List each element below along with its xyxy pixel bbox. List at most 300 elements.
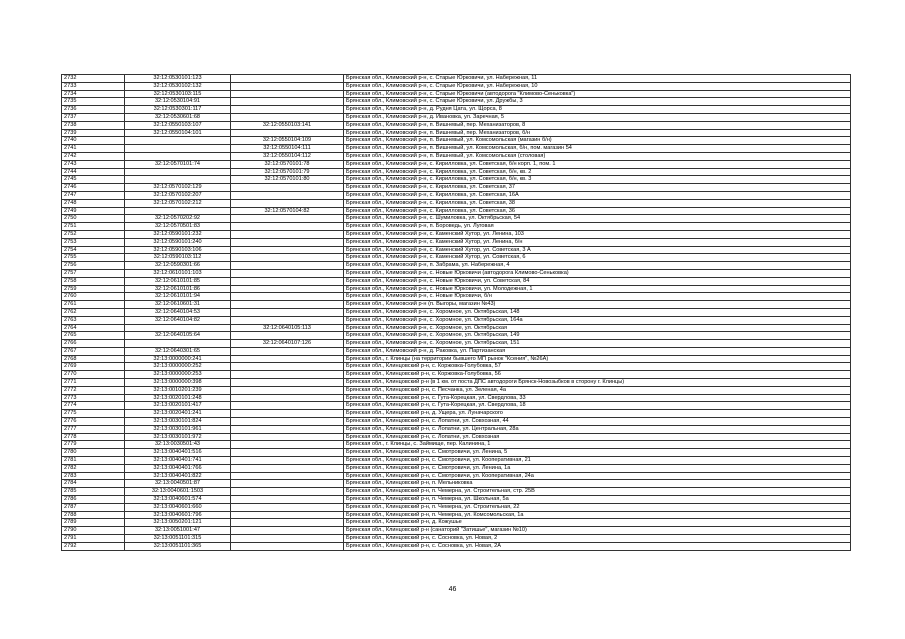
table-row xyxy=(62,75,851,83)
table-row xyxy=(62,254,851,262)
address-cell: Брянская обл., Клинцовский р-н, п. Чемерна, ул. Школьная, 5а xyxy=(344,496,851,504)
address-cell: Брянская обл., Климовский р-н, с. Кирилловка, ул. Советская, 38 xyxy=(344,199,851,207)
table-row xyxy=(62,433,851,441)
table-row xyxy=(62,418,851,426)
row-number-cell: 2761 xyxy=(62,301,125,309)
cadastral-number-cell: 32:12:0610601:31 xyxy=(125,301,231,309)
room-cadastral-number-cell xyxy=(231,519,344,527)
room-cadastral-number-cell xyxy=(231,441,344,449)
row-number-cell: 2734 xyxy=(62,90,125,98)
address-cell: Брянская обл., Клинцовский р-н, с. Лопатни, ул. Центральная, 28а xyxy=(344,425,851,433)
table-row xyxy=(62,449,851,457)
room-cadastral-number-cell: 32:12:0550104:112 xyxy=(231,152,344,160)
room-cadastral-number-cell xyxy=(231,191,344,199)
cadastral-number-cell: 32:12:0640105:64 xyxy=(125,332,231,340)
row-number-cell: 2741 xyxy=(62,145,125,153)
row-number-cell: 2755 xyxy=(62,254,125,262)
row-number-cell: 2780 xyxy=(62,449,125,457)
row-number-cell: 2784 xyxy=(62,480,125,488)
row-number-cell: 2785 xyxy=(62,488,125,496)
row-number-cell: 2786 xyxy=(62,496,125,504)
cadastral-number-cell: 32:12:0610101:94 xyxy=(125,293,231,301)
room-cadastral-number-cell xyxy=(231,418,344,426)
table-row xyxy=(62,90,851,98)
table-row xyxy=(62,238,851,246)
address-cell: Брянская обл., Климовский р-н, д. Рудня Цата, ул. Щорса, 8 xyxy=(344,106,851,114)
table-row xyxy=(62,82,851,90)
cadastral-number-cell: 32:13:0020101:248 xyxy=(125,394,231,402)
row-number-cell: 2763 xyxy=(62,316,125,324)
room-cadastral-number-cell xyxy=(231,457,344,465)
row-number-cell: 2760 xyxy=(62,293,125,301)
table-row xyxy=(62,480,851,488)
address-cell: Брянская обл., Климовский р-н (п. Выгоры, магазин №43) xyxy=(344,301,851,309)
table-row xyxy=(62,519,851,527)
room-cadastral-number-cell xyxy=(231,449,344,457)
cadastral-number-cell: 32:12:0570501:83 xyxy=(125,223,231,231)
row-number-cell: 2773 xyxy=(62,394,125,402)
table-row xyxy=(62,488,851,496)
table-row xyxy=(62,285,851,293)
table-row xyxy=(62,464,851,472)
cadastral-number-cell: 32:13:0040401:741 xyxy=(125,457,231,465)
row-number-cell: 2776 xyxy=(62,418,125,426)
cadastral-number-cell: 32:13:0040601:660 xyxy=(125,503,231,511)
table-row xyxy=(62,106,851,114)
room-cadastral-number-cell xyxy=(231,82,344,90)
cadastral-number-cell: 32:13:0040501:87 xyxy=(125,480,231,488)
room-cadastral-number-cell xyxy=(231,277,344,285)
room-cadastral-number-cell: 32:12:0550104:111 xyxy=(231,145,344,153)
row-number-cell: 2767 xyxy=(62,347,125,355)
cadastral-number-cell: 32:13:0020401:241 xyxy=(125,410,231,418)
cadastral-number-cell: 32:13:0051001:47 xyxy=(125,527,231,535)
table-row xyxy=(62,207,851,215)
table-row xyxy=(62,301,851,309)
address-cell: Брянская обл., Клинцовский р-н, с. Лопатни, ул. Совхозная, 44 xyxy=(344,418,851,426)
room-cadastral-number-cell: 32:12:0640105:113 xyxy=(231,324,344,332)
table-row xyxy=(62,379,851,387)
address-cell: Брянская обл., Климовский р-н, с. Новые Юрковичи, ул. Советская, 84 xyxy=(344,277,851,285)
table-row xyxy=(62,121,851,129)
cadastral-number-cell: 32:13:0040601:1503 xyxy=(125,488,231,496)
row-number-cell: 2788 xyxy=(62,511,125,519)
registry-table xyxy=(61,74,851,551)
row-number-cell: 2781 xyxy=(62,457,125,465)
row-number-cell: 2740 xyxy=(62,137,125,145)
room-cadastral-number-cell: 32:12:0570104:82 xyxy=(231,207,344,215)
cadastral-number-cell: 32:12:0640301:65 xyxy=(125,347,231,355)
table-row xyxy=(62,184,851,192)
address-cell: Брянская обл., Климовский р-н, с. Новые Юрковичи (автодорога Климово-Сеньковка) xyxy=(344,269,851,277)
address-cell: Брянская обл., Климовский р-н, д. Ивановка, ул. Заречная, 5 xyxy=(344,113,851,121)
address-cell: Брянская обл., Климовский р-н, с. Хоромное, ул. Октябрьская, 148 xyxy=(344,308,851,316)
room-cadastral-number-cell xyxy=(231,496,344,504)
address-cell: Брянская обл., Клинцовский р-н, с. Песчанка, ул. Зеленая, 4а xyxy=(344,386,851,394)
table-row xyxy=(62,363,851,371)
row-number-cell: 2792 xyxy=(62,542,125,550)
cadastral-number-cell: 32:13:0051101:365 xyxy=(125,542,231,550)
address-cell: Брянская обл., Климовский р-н, п. Вишневый, пер. Механизаторов, б/н xyxy=(344,129,851,137)
room-cadastral-number-cell xyxy=(231,113,344,121)
address-cell: Брянская обл., Климовский р-н, с. Старые Юрковичи, ул. Набережная, 10 xyxy=(344,82,851,90)
table-row xyxy=(62,269,851,277)
room-cadastral-number-cell xyxy=(231,332,344,340)
room-cadastral-number-cell xyxy=(231,301,344,309)
cadastral-number-cell: 32:13:0010201:239 xyxy=(125,386,231,394)
address-cell: Брянская обл., Климовский р-н, с. Старые Юрковичи, ул. Дружбы, 3 xyxy=(344,98,851,106)
cadastral-number-cell: 32:12:0570101:74 xyxy=(125,160,231,168)
room-cadastral-number-cell xyxy=(231,472,344,480)
row-number-cell: 2782 xyxy=(62,464,125,472)
cadastral-number-cell: 32:13:0030101:972 xyxy=(125,433,231,441)
cadastral-number-cell: 32:13:0030501:43 xyxy=(125,441,231,449)
room-cadastral-number-cell xyxy=(231,527,344,535)
row-number-cell: 2735 xyxy=(62,98,125,106)
row-number-cell: 2768 xyxy=(62,355,125,363)
row-number-cell: 2765 xyxy=(62,332,125,340)
cadastral-number-cell: 32:13:0030101:961 xyxy=(125,425,231,433)
cadastral-number-cell: 32:13:0000000:253 xyxy=(125,371,231,379)
row-number-cell: 2742 xyxy=(62,152,125,160)
room-cadastral-number-cell xyxy=(231,433,344,441)
cadastral-number-cell xyxy=(125,207,231,215)
room-cadastral-number-cell xyxy=(231,402,344,410)
address-cell: Брянская обл., Климовский р-н, с. Старые Юрковичи (автодорога "Климово-Сеньковка") xyxy=(344,90,851,98)
cadastral-number-cell: 32:12:0570102:129 xyxy=(125,184,231,192)
address-cell: Брянская обл., Климовский р-н, п. Вишневый, ул. Комсомольская, б/н, пом. магазин 54 xyxy=(344,145,851,153)
room-cadastral-number-cell xyxy=(231,511,344,519)
row-number-cell: 2762 xyxy=(62,308,125,316)
cadastral-number-cell: 32:12:0610101:103 xyxy=(125,269,231,277)
cadastral-number-cell: 32:12:0610101:85 xyxy=(125,277,231,285)
row-number-cell: 2739 xyxy=(62,129,125,137)
row-number-cell: 2751 xyxy=(62,223,125,231)
address-cell: Брянская обл., Климовский р-н, с. Каменский Хутор, ул. Ленина, 103 xyxy=(344,230,851,238)
room-cadastral-number-cell xyxy=(231,184,344,192)
room-cadastral-number-cell: 32:12:0640107:126 xyxy=(231,340,344,348)
table-row xyxy=(62,277,851,285)
cadastral-number-cell: 32:12:0530102:132 xyxy=(125,82,231,90)
room-cadastral-number-cell xyxy=(231,129,344,137)
address-cell: Брянская обл., Климовский р-н, п. Вишневый, пер. Механизаторов, 8 xyxy=(344,121,851,129)
table-row xyxy=(62,129,851,137)
address-cell: Брянская обл., Климовский р-н, с. Кирилловка, ул. Советская, б/н, кв. 2 xyxy=(344,168,851,176)
room-cadastral-number-cell xyxy=(231,293,344,301)
row-number-cell: 2764 xyxy=(62,324,125,332)
cadastral-number-cell: 32:13:0000000:398 xyxy=(125,379,231,387)
table-row xyxy=(62,324,851,332)
room-cadastral-number-cell: 32:12:0570101:79 xyxy=(231,168,344,176)
row-number-cell: 2753 xyxy=(62,238,125,246)
cadastral-number-cell: 32:13:0051101:315 xyxy=(125,535,231,543)
cadastral-number-cell: 32:13:0020101:417 xyxy=(125,402,231,410)
table-row xyxy=(62,215,851,223)
table-row xyxy=(62,332,851,340)
address-cell: Брянская обл., Клинцовский р-н (в 1 км. от поста ДПС автодороги Брянск-Новозыбков в сторону г. Клинцы) xyxy=(344,379,851,387)
address-cell: Брянская обл., Климовский р-н, с. Хоромное, ул. Октябрьская, 151 xyxy=(344,340,851,348)
address-cell: Брянская обл., Климовский р-н, с. Старые Юрковичи, ул. Набережная, 11 xyxy=(344,75,851,83)
address-cell: Брянская обл., Климовский р-н, с. Кирилловка, ул. Советская, б/н, кв. 3 xyxy=(344,176,851,184)
room-cadastral-number-cell xyxy=(231,316,344,324)
row-number-cell: 2790 xyxy=(62,527,125,535)
table-row xyxy=(62,457,851,465)
room-cadastral-number-cell xyxy=(231,223,344,231)
row-number-cell: 2754 xyxy=(62,246,125,254)
address-cell: Брянская обл., Климовский р-н, с. Каменский Хутор, ул. Советская, 6 xyxy=(344,254,851,262)
cadastral-number-cell: 32:13:0040401:822 xyxy=(125,472,231,480)
room-cadastral-number-cell xyxy=(231,262,344,270)
cadastral-number-cell: 32:12:0590101:240 xyxy=(125,238,231,246)
row-number-cell: 2759 xyxy=(62,285,125,293)
address-cell: Брянская обл., Климовский р-н, с. Хоромное, ул. Октябрьская, 164а xyxy=(344,316,851,324)
cadastral-number-cell xyxy=(125,324,231,332)
address-cell: Брянская обл., Климовский р-н, с. Каменский Хутор, ул. Ленина, б/н xyxy=(344,238,851,246)
address-cell: Брянская обл., Клинцовский р-н, с. Лопатни, ул. Совхозная xyxy=(344,433,851,441)
cadastral-number-cell xyxy=(125,145,231,153)
table-row xyxy=(62,199,851,207)
row-number-cell: 2736 xyxy=(62,106,125,114)
row-number-cell: 2732 xyxy=(62,75,125,83)
row-number-cell: 2766 xyxy=(62,340,125,348)
address-cell: Брянская обл., Климовский р-н, с. Новые Юрковичи, б/н xyxy=(344,293,851,301)
table-row xyxy=(62,223,851,231)
table-row xyxy=(62,472,851,480)
table-row xyxy=(62,527,851,535)
address-cell: Брянская обл., Клинцовский р-н, с. Гута-Корецкая, ул. Свердлова, 18 xyxy=(344,402,851,410)
address-cell: Брянская обл., Клинцовский р-н, с. Смотровичи, ул. Кооперативная, 24а xyxy=(344,472,851,480)
table-row xyxy=(62,246,851,254)
address-cell: Брянская обл., Клинцовский р-н, д. Ущера, ул. Луначарского xyxy=(344,410,851,418)
address-cell: Брянская обл., Клинцовский р-н, п. Чемерна, ул. Строительная, 22 xyxy=(344,503,851,511)
cadastral-number-cell: 32:12:0590101:232 xyxy=(125,230,231,238)
row-number-cell: 2757 xyxy=(62,269,125,277)
row-number-cell: 2774 xyxy=(62,402,125,410)
room-cadastral-number-cell xyxy=(231,246,344,254)
address-cell: Брянская обл., Климовский р-н, с. Кирилловка, ул. Советская, 16А xyxy=(344,191,851,199)
cadastral-number-cell: 32:12:0590103:112 xyxy=(125,254,231,262)
room-cadastral-number-cell xyxy=(231,75,344,83)
address-cell: Брянская обл., Климовский р-н, с. Хоромное, ул. Октябрьская xyxy=(344,324,851,332)
address-cell: Брянская обл., Клинцовский р-н, с. Смотровичи, ул. Ленина, 5 xyxy=(344,449,851,457)
room-cadastral-number-cell xyxy=(231,269,344,277)
room-cadastral-number-cell xyxy=(231,464,344,472)
address-cell: Брянская обл., Климовский р-н, п. Вишневый, ул. Комсомольская (магазин б/н) xyxy=(344,137,851,145)
address-cell: Брянская обл., г. Клинцы, с. Займище, пер. Калинина, 1 xyxy=(344,441,851,449)
room-cadastral-number-cell xyxy=(231,199,344,207)
room-cadastral-number-cell xyxy=(231,480,344,488)
table-row xyxy=(62,230,851,238)
table-row xyxy=(62,113,851,121)
cadastral-number-cell: 32:13:0040401:766 xyxy=(125,464,231,472)
table-row xyxy=(62,308,851,316)
cadastral-number-cell xyxy=(125,152,231,160)
cadastral-number-cell: 32:12:0640104:53 xyxy=(125,308,231,316)
table-row xyxy=(62,402,851,410)
address-cell: Брянская обл., г. Клинцы (на территории бывшего МП рынок "Ксения", №26А) xyxy=(344,355,851,363)
table-row xyxy=(62,371,851,379)
cadastral-number-cell: 32:12:0530101:123 xyxy=(125,75,231,83)
room-cadastral-number-cell xyxy=(231,410,344,418)
room-cadastral-number-cell xyxy=(231,106,344,114)
cadastral-number-cell: 32:12:0530104:91 xyxy=(125,98,231,106)
cadastral-number-cell: 32:12:0640104:82 xyxy=(125,316,231,324)
cadastral-number-cell: 32:12:0550104:101 xyxy=(125,129,231,137)
cadastral-number-cell xyxy=(125,340,231,348)
room-cadastral-number-cell xyxy=(231,254,344,262)
cadastral-number-cell xyxy=(125,168,231,176)
table-row xyxy=(62,511,851,519)
table-row xyxy=(62,191,851,199)
table-row xyxy=(62,160,851,168)
address-cell: Брянская обл., Клинцовский р-н, с. Сосновка, ул. Новая, 2 xyxy=(344,535,851,543)
room-cadastral-number-cell xyxy=(231,308,344,316)
row-number-cell: 2743 xyxy=(62,160,125,168)
room-cadastral-number-cell xyxy=(231,425,344,433)
table-row xyxy=(62,340,851,348)
address-cell: Брянская обл., Клинцовский р-н, с. Гута-Корецкая, ул. Свердлова, 33 xyxy=(344,394,851,402)
cadastral-number-cell: 32:13:0000000:252 xyxy=(125,363,231,371)
room-cadastral-number-cell xyxy=(231,238,344,246)
room-cadastral-number-cell xyxy=(231,285,344,293)
cadastral-number-cell: 32:12:0530301:117 xyxy=(125,106,231,114)
page-number: 46 xyxy=(448,586,457,593)
room-cadastral-number-cell xyxy=(231,90,344,98)
room-cadastral-number-cell xyxy=(231,503,344,511)
cadastral-number-cell xyxy=(125,137,231,145)
table-row xyxy=(62,176,851,184)
table-row xyxy=(62,386,851,394)
cadastral-number-cell: 32:12:0530103:115 xyxy=(125,90,231,98)
row-number-cell: 2775 xyxy=(62,410,125,418)
table-row xyxy=(62,152,851,160)
row-number-cell: 2733 xyxy=(62,82,125,90)
row-number-cell: 2745 xyxy=(62,176,125,184)
address-cell: Брянская обл., Клинцовский р-н, д. Кожушье xyxy=(344,519,851,527)
address-cell: Брянская обл., Клинцовский р-н (санаторий "Затишье", магазин №10) xyxy=(344,527,851,535)
address-cell: Брянская обл., Клинцовский р-н, с. Коржовка-Голубовка, 57 xyxy=(344,363,851,371)
cadastral-number-cell: 32:13:0000000:241 xyxy=(125,355,231,363)
table-row xyxy=(62,316,851,324)
room-cadastral-number-cell xyxy=(231,347,344,355)
room-cadastral-number-cell xyxy=(231,230,344,238)
address-cell: Брянская обл., Климовский р-н, с. Кирилловка, ул. Советская, б/н корп. 1, пом. 1 xyxy=(344,160,851,168)
row-number-cell: 2756 xyxy=(62,262,125,270)
address-cell: Брянская обл., Клинцовский р-н, с. Смотровичи, ул. Ленина, 1а xyxy=(344,464,851,472)
row-number-cell: 2777 xyxy=(62,425,125,433)
address-cell: Брянская обл., Климовский р-н, с. Кирилловка, ул. Советская, 36 xyxy=(344,207,851,215)
row-number-cell: 2750 xyxy=(62,215,125,223)
address-cell: Брянская обл., Климовский р-н, п. Вишневый, ул. Комсомольская (столовая) xyxy=(344,152,851,160)
row-number-cell: 2752 xyxy=(62,230,125,238)
cadastral-number-cell: 32:12:0570202:92 xyxy=(125,215,231,223)
room-cadastral-number-cell xyxy=(231,488,344,496)
cadastral-number-cell xyxy=(125,176,231,184)
address-cell: Брянская обл., Климовский р-н, с. Кирилловка, ул. Советская, 37 xyxy=(344,184,851,192)
room-cadastral-number-cell xyxy=(231,363,344,371)
address-cell: Брянская обл., Клинцовский р-н, с. Смотровичи, ул. Кооперативная, 21 xyxy=(344,457,851,465)
row-number-cell: 2748 xyxy=(62,199,125,207)
table-row xyxy=(62,542,851,550)
row-number-cell: 2783 xyxy=(62,472,125,480)
row-number-cell: 2779 xyxy=(62,441,125,449)
cadastral-number-cell: 32:13:0040601:574 xyxy=(125,496,231,504)
table-row xyxy=(62,347,851,355)
room-cadastral-number-cell xyxy=(231,371,344,379)
row-number-cell: 2769 xyxy=(62,363,125,371)
row-number-cell: 2746 xyxy=(62,184,125,192)
address-cell: Брянская обл., Клинцовский р-н, п. Мельниковка xyxy=(344,480,851,488)
room-cadastral-number-cell xyxy=(231,355,344,363)
room-cadastral-number-cell xyxy=(231,98,344,106)
room-cadastral-number-cell xyxy=(231,215,344,223)
address-cell: Брянская обл., Клинцовский р-н, с. Сосновка, ул. Новая, 2А xyxy=(344,542,851,550)
table-row xyxy=(62,496,851,504)
room-cadastral-number-cell xyxy=(231,379,344,387)
cadastral-number-cell: 32:12:0530601:68 xyxy=(125,113,231,121)
table-row xyxy=(62,98,851,106)
room-cadastral-number-cell xyxy=(231,386,344,394)
row-number-cell: 2758 xyxy=(62,277,125,285)
table-row xyxy=(62,355,851,363)
room-cadastral-number-cell xyxy=(231,542,344,550)
address-cell: Брянская обл., Клинцовский р-н, с. Коржовка-Голубовка, 56 xyxy=(344,371,851,379)
row-number-cell: 2738 xyxy=(62,121,125,129)
cadastral-number-cell: 32:13:0040401:516 xyxy=(125,449,231,457)
table-row xyxy=(62,425,851,433)
table-row xyxy=(62,137,851,145)
address-cell: Брянская обл., Климовский р-н, с. Новые Юрковичи, ул. Молодежная, 1 xyxy=(344,285,851,293)
row-number-cell: 2770 xyxy=(62,371,125,379)
row-number-cell: 2737 xyxy=(62,113,125,121)
address-cell: Брянская обл., Клинцовский р-н, п. Чемерна, ул. Строительная, стр. 25В xyxy=(344,488,851,496)
row-number-cell: 2789 xyxy=(62,519,125,527)
table-row xyxy=(62,441,851,449)
address-cell: Брянская обл., Климовский р-н, с. Хоромное, ул. Октябрьская, 149 xyxy=(344,332,851,340)
address-cell: Брянская обл., Климовский р-н, п. Забрама, ул. Набережная, 4 xyxy=(344,262,851,270)
address-cell: Брянская обл., Климовский р-н, д. Раковка, ул. Партизанская xyxy=(344,347,851,355)
row-number-cell: 2771 xyxy=(62,379,125,387)
row-number-cell: 2791 xyxy=(62,535,125,543)
cadastral-number-cell: 32:12:0590103:106 xyxy=(125,246,231,254)
cadastral-number-cell: 32:13:0040601:796 xyxy=(125,511,231,519)
row-number-cell: 2744 xyxy=(62,168,125,176)
cadastral-number-cell: 32:12:0550103:107 xyxy=(125,121,231,129)
address-cell: Брянская обл., Климовский р-н, п. Бороведь, ул. Луговая xyxy=(344,223,851,231)
table-row xyxy=(62,293,851,301)
cadastral-number-cell: 32:13:0030101:824 xyxy=(125,418,231,426)
table-row xyxy=(62,503,851,511)
room-cadastral-number-cell xyxy=(231,535,344,543)
table-row xyxy=(62,535,851,543)
room-cadastral-number-cell: 32:12:0570101:80 xyxy=(231,176,344,184)
table-row xyxy=(62,262,851,270)
cadastral-number-cell: 32:12:0610101:86 xyxy=(125,285,231,293)
cadastral-number-cell: 32:12:0570102:212 xyxy=(125,199,231,207)
address-cell: Брянская обл., Климовский р-н, с. Шумиловка, ул. Октябрьская, 54 xyxy=(344,215,851,223)
room-cadastral-number-cell: 32:12:0570101:78 xyxy=(231,160,344,168)
row-number-cell: 2778 xyxy=(62,433,125,441)
room-cadastral-number-cell xyxy=(231,394,344,402)
address-cell: Брянская обл., Клинцовский р-н, п. Чемерна, ул. Комсомольская, 1а xyxy=(344,511,851,519)
table-row xyxy=(62,394,851,402)
room-cadastral-number-cell: 32:12:0550103:141 xyxy=(231,121,344,129)
address-cell: Брянская обл., Климовский р-н, с. Каменский Хутор, ул. Советская, 3 А xyxy=(344,246,851,254)
row-number-cell: 2749 xyxy=(62,207,125,215)
row-number-cell: 2772 xyxy=(62,386,125,394)
cadastral-number-cell: 32:12:0590301:66 xyxy=(125,262,231,270)
row-number-cell: 2747 xyxy=(62,191,125,199)
